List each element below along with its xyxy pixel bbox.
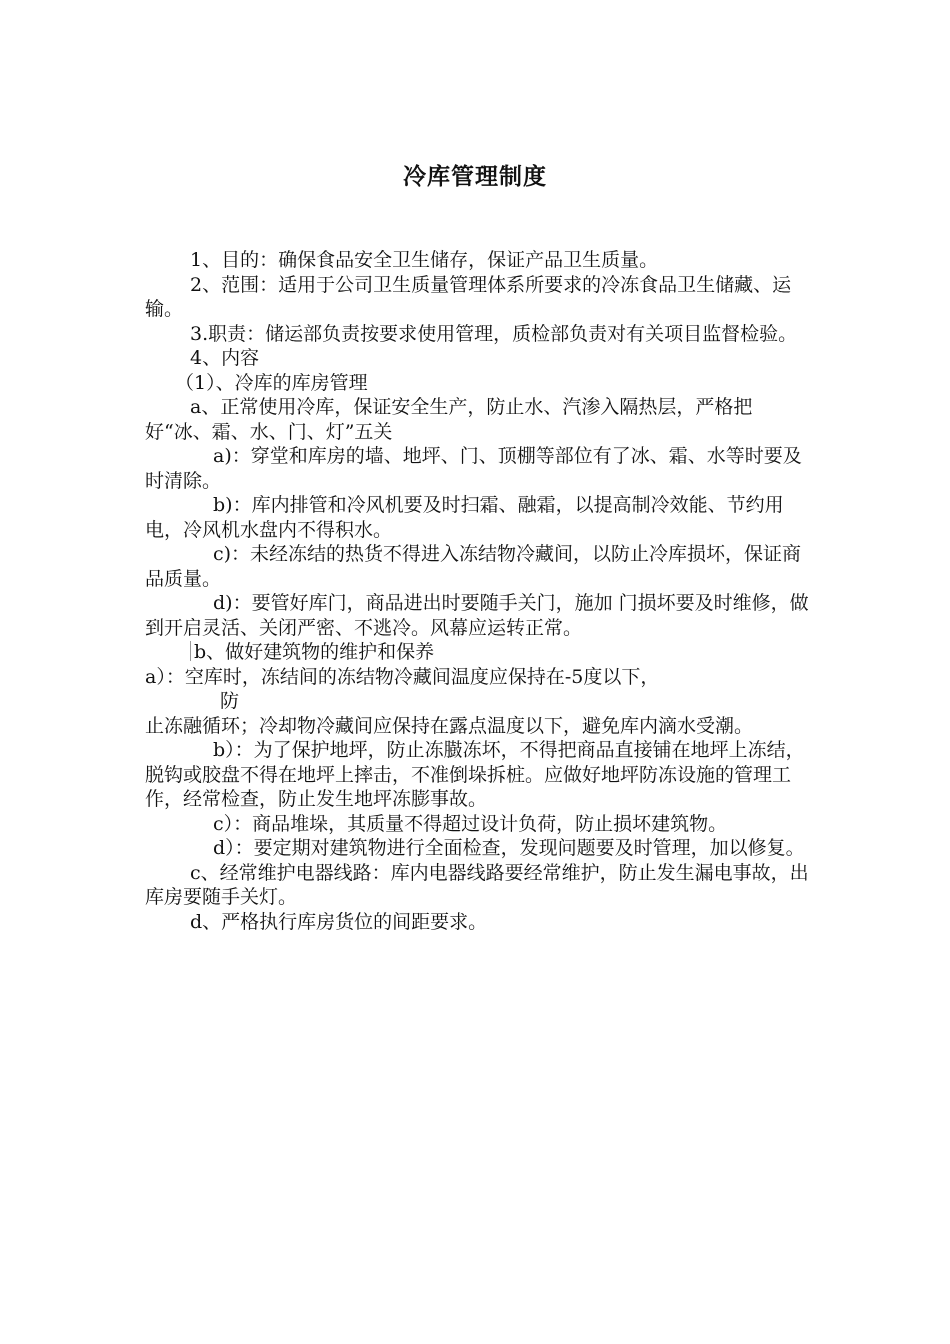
- paragraph-scope: 2、范围：适用于公司卫生质量管理体系所要求的冷冻食品卫生储藏、运输。: [145, 273, 792, 320]
- paragraph-item-a: a、正常使用冷库，保证安全生产，防止水、汽渗入隔热层，严格把好“冰、霜、水、门、灯”五关: [145, 396, 753, 443]
- paragraph-item-b-text: b、做好建筑物的维护和保养: [194, 641, 435, 663]
- paragraph-responsibility: 3.职责：储运部负责按要求使用管理，质检部负责对有关项目监督检验。: [190, 322, 798, 345]
- paragraph-subitem-a: a)：穿堂和库房的墙、地坪、门、顶棚等部位有了冰、霜、水等时要及时清除。: [145, 445, 802, 492]
- paragraph-subitem-c: c)：未经冻结的热货不得进入冻结物冷藏间，以防止冷库损坏，保证商品质量。: [145, 543, 802, 590]
- section-heading-room-management: （1）、冷库的库房管理: [175, 371, 368, 394]
- paragraph-building-subitem-c: c）：商品堆垛，其质量不得超过设计负荷，防止损坏建筑物。: [213, 812, 728, 835]
- paragraph-subitem-b: b)：库内排管和冷风机要及时扫霜、融霜，以提高制冷效能、节约用电，冷风机水盘内不得积水。: [145, 494, 784, 541]
- paragraph-item-b: [145, 640, 810, 665]
- paragraph-item-d: d、严格执行库房货位的间距要求。: [190, 910, 488, 933]
- paragraph-content-heading: 4、内容: [190, 347, 260, 369]
- cursor-marker: [190, 641, 191, 661]
- paragraph-building-subitem-a-cont: 止冻融循环；冷却物冷藏间应保持在露点温度以下，避免库内滴水受潮。: [145, 714, 754, 737]
- paragraph-building-subitem-b: b）：为了保护地坪，防止冻臌冻坏，不得把商品直接铺在地坪上冻结，脱钩或胶盘不得在地坪上摔击，不准倒垛拆桩。应做好地坪防冻设施的管理工作，经常检查，防止发生地坪冻膨事故。: [145, 739, 805, 810]
- paragraph-building-subitem-a: a）：空库时，冻结间的冻结物冷藏间温度应保持在-5度以下，: [145, 665, 660, 688]
- paragraph-fragment: 防: [220, 690, 240, 712]
- paragraph-purpose: 1、目的：确保食品安全卫生储存，保证产品卫生质量。: [190, 249, 659, 271]
- document-body: [145, 248, 810, 934]
- paragraph-item-c: c、经常维护电器线路：库内电器线路要经常维护，防止发生漏电事故，出库房要随手关灯。: [145, 861, 809, 908]
- paragraph-subitem-d: d)：要管好库门，商品进出时要随手关门，施加 门损坏要及时维修，做到开启灵活、关闭严密、不逃冷。风幕应运转正常。: [145, 592, 809, 639]
- page-title: 冷库管理制度: [403, 163, 547, 190]
- paragraph-building-subitem-d: d）：要定期对建筑物进行全面检查，发现问题要及时管理，加以修复。: [213, 837, 805, 859]
